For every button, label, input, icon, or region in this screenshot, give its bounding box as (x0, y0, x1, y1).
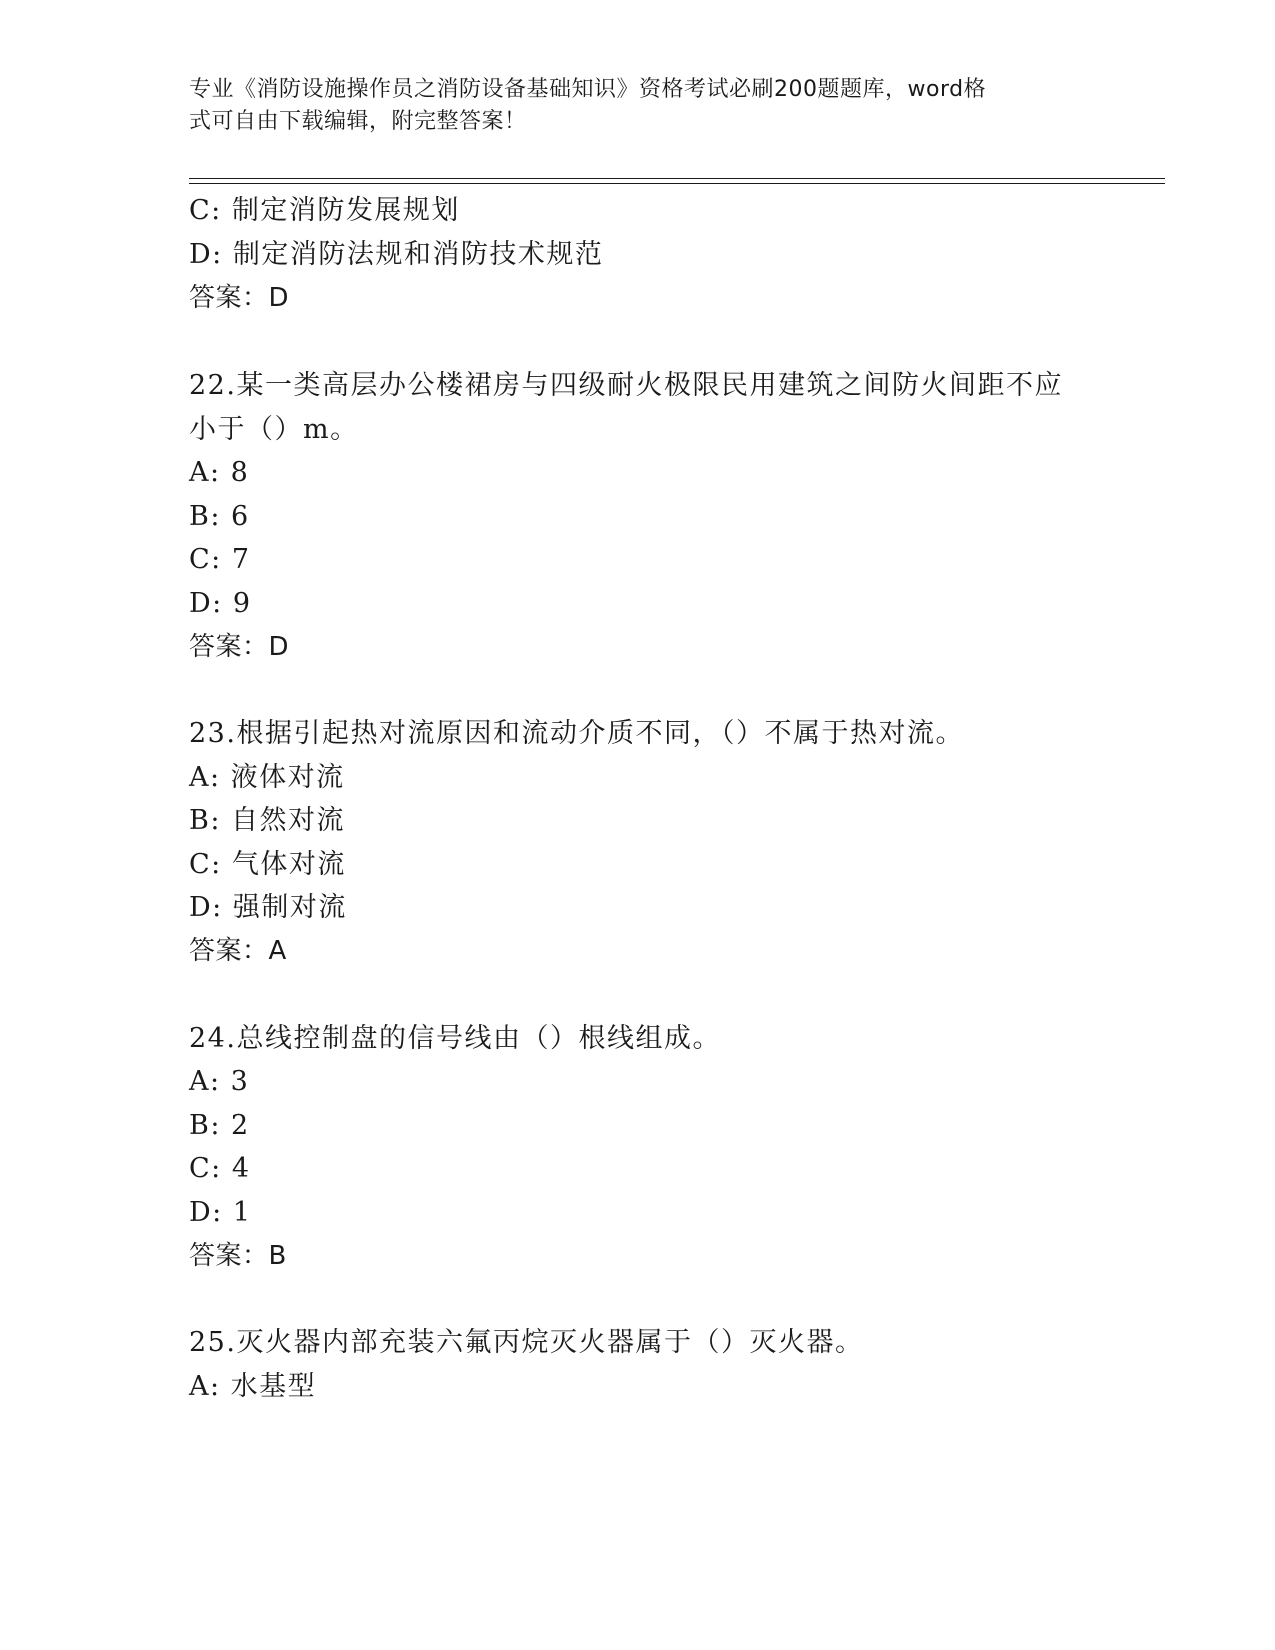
question-stem: 23.根据引起热对流原因和流动介质不同，（）不属于热对流。 (189, 718, 964, 749)
option-d: D: 强制对流 (189, 892, 347, 923)
option-b: B: 自然对流 (189, 805, 346, 836)
question-stem-continued: 小于（）m。 (189, 414, 359, 445)
header-line-1: 专业《消防设施操作员之消防设备基础知识》资格考试必刷200题题库，word格 (189, 77, 987, 102)
option-c: C: 4 (189, 1153, 251, 1184)
header-divider-bottom (189, 183, 1165, 184)
question-stem: 25.灭火器内部充装六氟丙烷灭火器属于（）灭火器。 (189, 1327, 864, 1358)
option-a: A: 液体对流 (189, 762, 345, 793)
option-d: D: 9 (189, 588, 252, 619)
answer-line: 答案：D (189, 283, 290, 313)
option-a: A: 8 (189, 457, 250, 488)
option-c: C: 气体对流 (189, 849, 346, 880)
option-a: A: 水基型 (189, 1371, 317, 1402)
answer-line: 答案：A (189, 936, 287, 966)
question-stem: 24.总线控制盘的信号线由（）根线组成。 (189, 1023, 721, 1054)
option-c: C: 7 (189, 544, 251, 575)
header-line-2: 式可自由下载编辑，附完整答案！ (189, 109, 527, 134)
question-stem: 22.某一类高层办公楼裙房与四级耐火极限民用建筑之间防火间距不应 (189, 370, 1063, 401)
option-b: B: 2 (189, 1110, 250, 1141)
option-c: C: 制定消防发展规划 (189, 195, 460, 226)
answer-line: 答案：D (189, 632, 290, 662)
option-a: A: 3 (189, 1066, 250, 1097)
document-header (189, 74, 1069, 138)
answer-line: 答案：B (189, 1241, 287, 1271)
header-divider-top (189, 178, 1165, 179)
option-d: D: 制定消防法规和消防技术规范 (189, 239, 604, 270)
option-d: D: 1 (189, 1197, 252, 1228)
option-b: B: 6 (189, 501, 250, 532)
